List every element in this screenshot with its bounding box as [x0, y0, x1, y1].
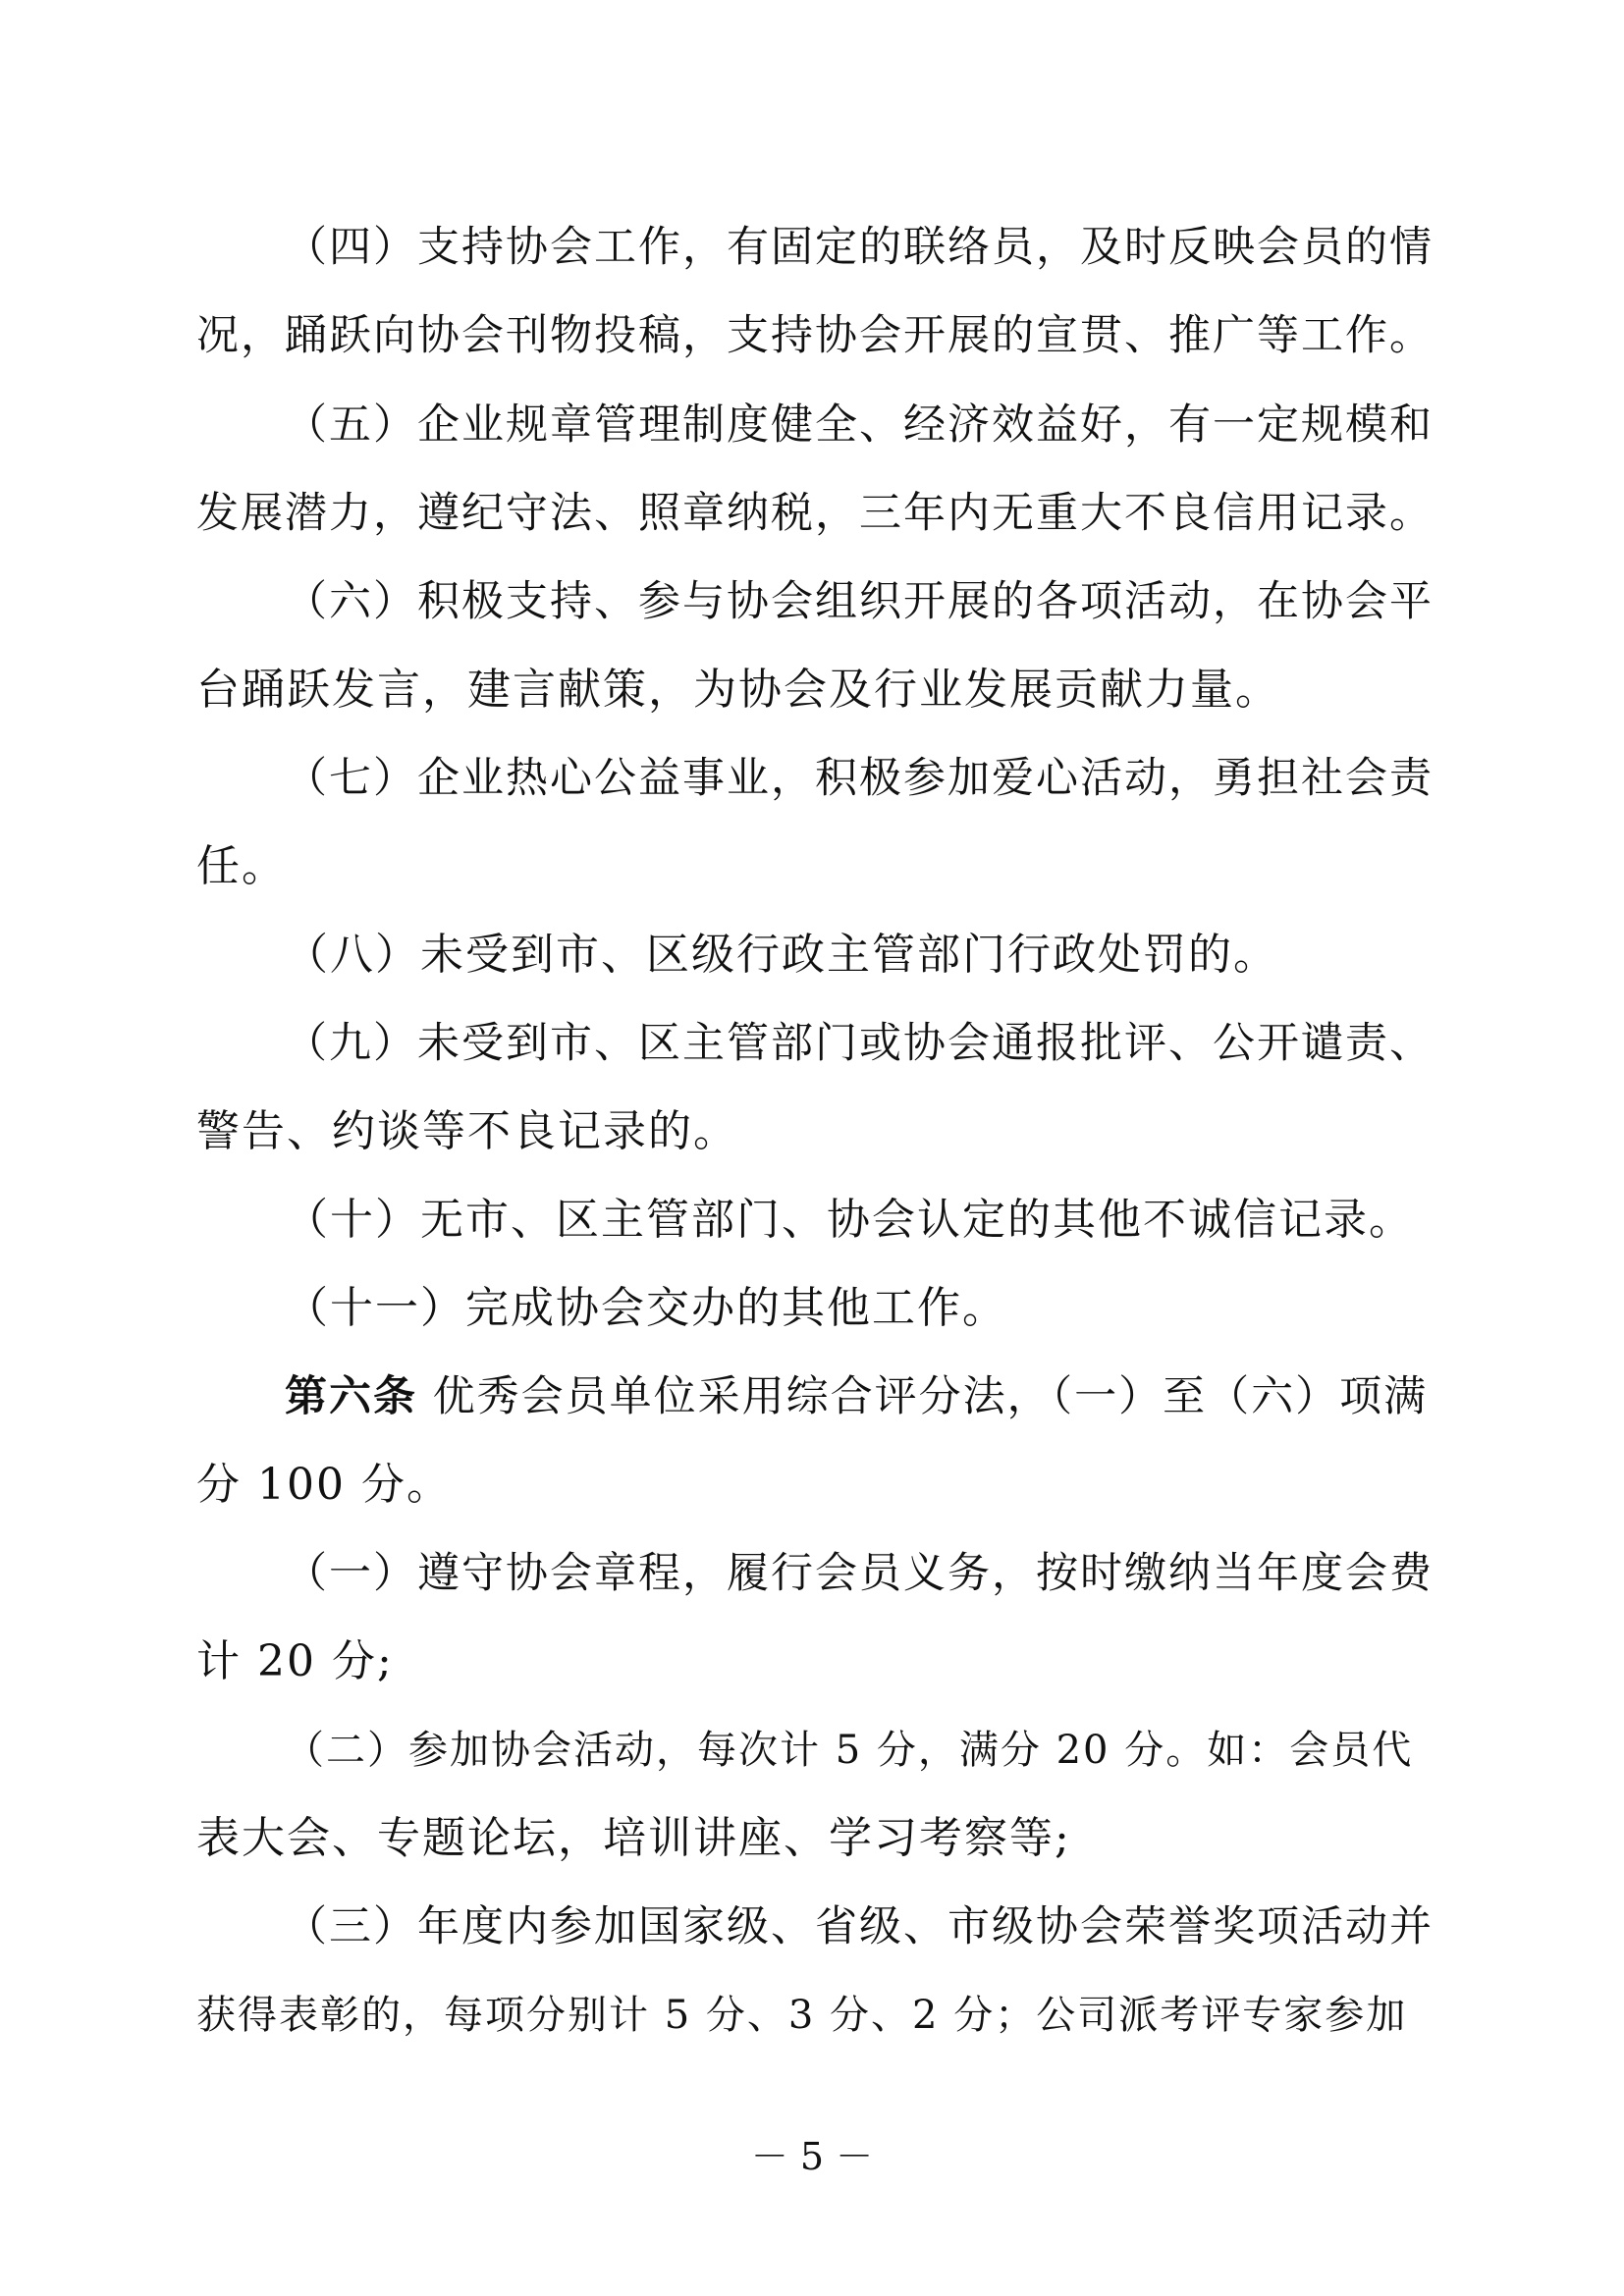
- paragraph-line: （十一）完成协会交办的其他工作。: [285, 1283, 1007, 1333]
- paragraph-line: （十）无市、区主管部门、协会认定的其他不诚信记录。: [285, 1195, 1414, 1245]
- paragraph-line: （六）积极支持、参与协会组织开展的各项活动，在协会平: [285, 577, 1434, 626]
- paragraph-line: 警告、约谈等不良记录的。: [196, 1106, 738, 1156]
- paragraph-line: 况，踊跃向协会刊物投稿，支持协会开展的宣贯、推广等工作。: [196, 311, 1434, 360]
- article-text: 优秀会员单位采用综合评分法，（一）至（六）项满: [432, 1372, 1429, 1421]
- paragraph-line: 发展潜力，遵纪守法、照章纳税，三年内无重大不良信用记录。: [196, 489, 1434, 538]
- paragraph-line: （四）支持协会工作，有固定的联络员，及时反映会员的情: [285, 223, 1434, 272]
- paragraph-line: 分 100 分。: [196, 1460, 452, 1510]
- paragraph-line: （七）企业热心公益事业，积极参加爱心活动，勇担社会责: [285, 754, 1434, 803]
- paragraph-line: （二）参加协会活动，每次计 5 分，满分 20 分。如：会员代: [285, 1728, 1414, 1773]
- paragraph-line: 计 20 分;: [196, 1636, 394, 1686]
- article-heading-line: [285, 1367, 1428, 1426]
- article-label: 第六条: [285, 1372, 417, 1421]
- paragraph-line: （一）遵守协会章程，履行会员义务，按时缴纳当年度会费: [285, 1549, 1434, 1598]
- page-number: － 5 －: [750, 2135, 874, 2178]
- paragraph-line: 台踊跃发言，建言献策，为协会及行业发展贡献力量。: [196, 665, 1280, 715]
- paragraph-line: （九）未受到市、区主管部门或协会通报批评、公开谴责、: [285, 1019, 1434, 1068]
- paragraph-line: （三）年度内参加国家级、省级、市级协会荣誉奖项活动并: [285, 1902, 1434, 1951]
- paragraph-line: 任。: [196, 841, 287, 891]
- paragraph-line: 表大会、专题论坛，培训讲座、学习考察等;: [196, 1813, 1071, 1863]
- paragraph-line: 获得表彰的，每项分别计 5 分、3 分、2 分；公司派考评专家参加: [196, 1993, 1408, 2038]
- paragraph-line: （五）企业规章管理制度健全、经济效益好，有一定规模和: [285, 400, 1434, 450]
- paragraph-line: （八）未受到市、区级行政主管部门行政处罚的。: [285, 930, 1278, 980]
